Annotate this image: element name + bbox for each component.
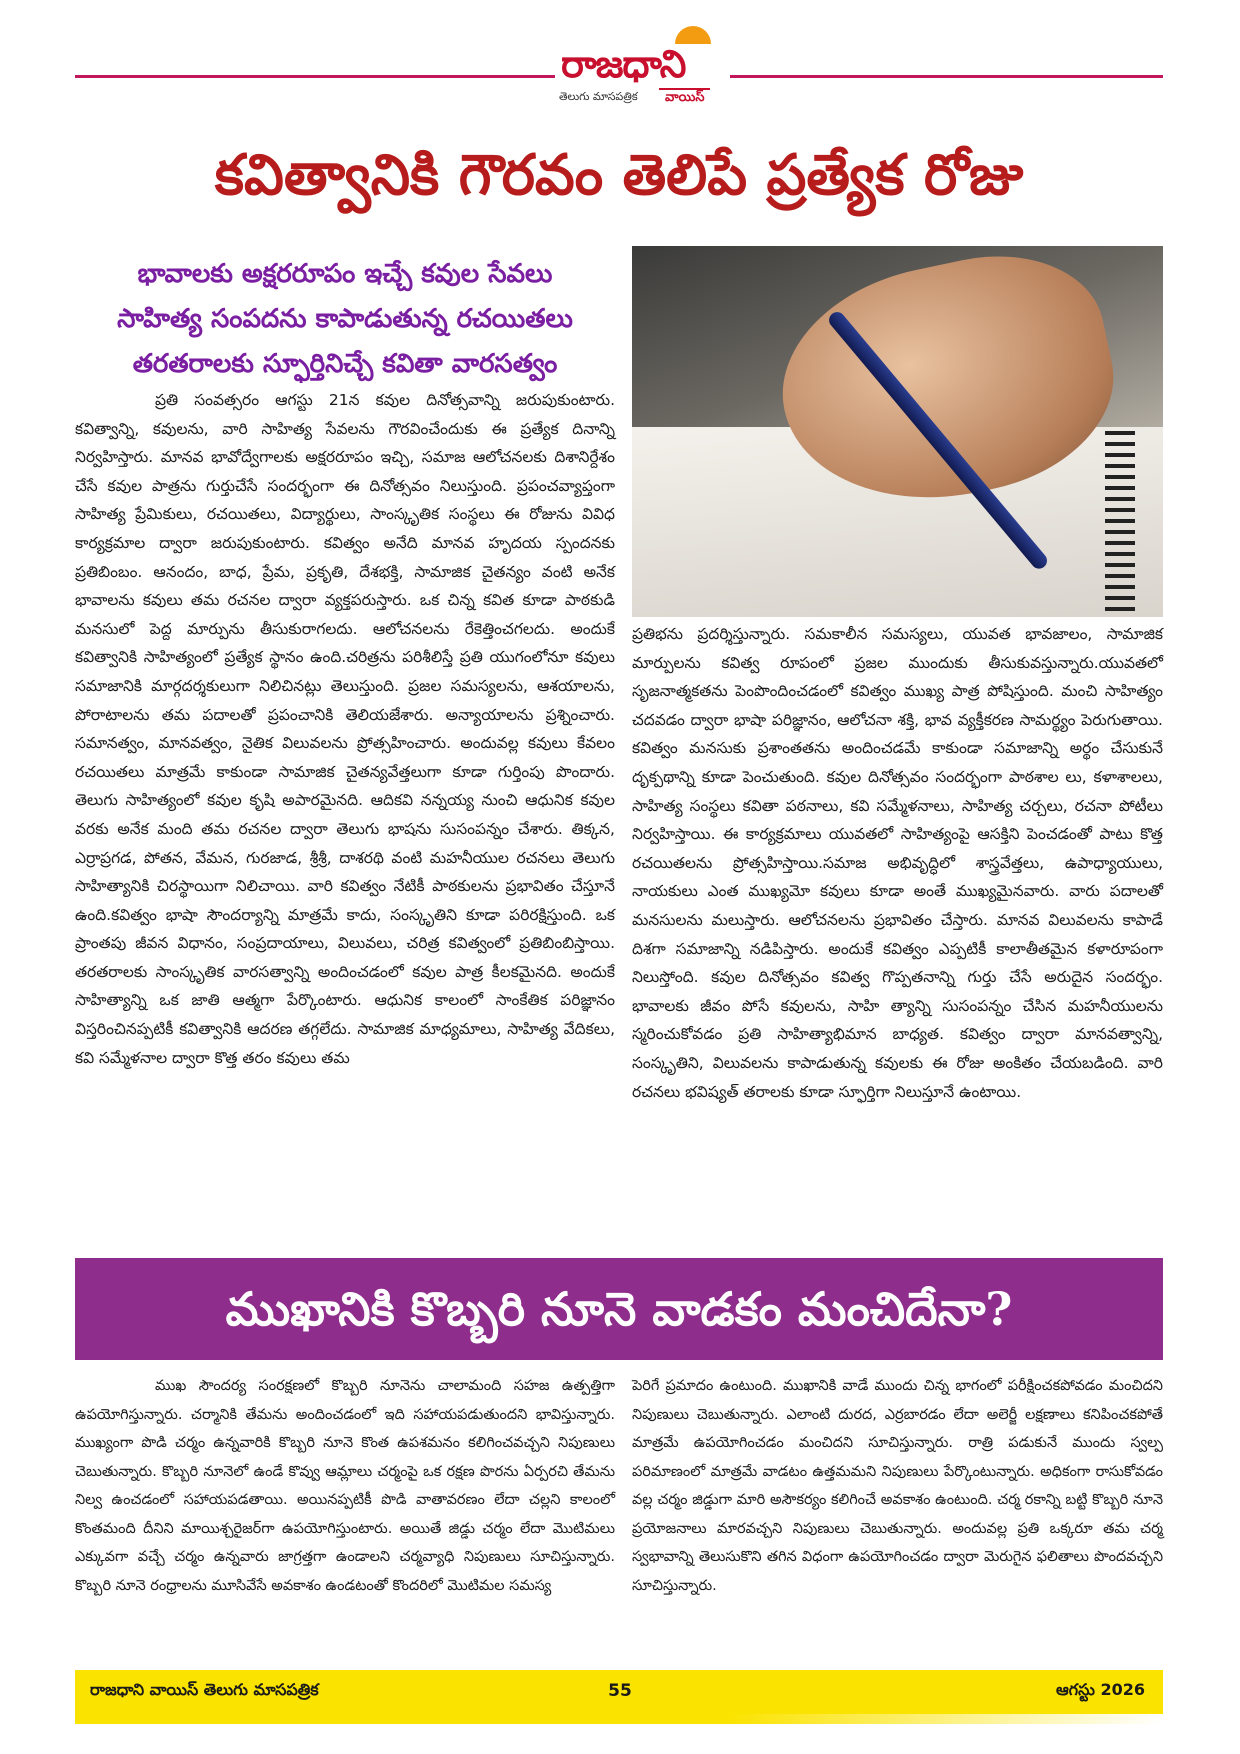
logo-tagline: తెలుగు మాసపత్రిక — [559, 90, 638, 103]
subhead-line: సాహిత్య సంపదను కాపాడుతున్న రచయితలు — [117, 304, 573, 334]
footer-stripe — [75, 1714, 1163, 1724]
article-body-left: ప్రతి సంవత్సరం ఆగస్టు 21న కవుల దినోత్సవాన్ని జరుపుకుంటారు. కవిత్వాన్ని, కవులను, వారి సాహిత్య సేవలను గౌరవించేందుకు ఈ ప్రత్యేక దినాన్ని నిర్వహిస్తారు. మానవ భావోద్వేగాలకు అక్షరరూపం ఇచ్చి, సమాజ ఆలోచనలకు దిశానిర్దేశం చేసే కవుల పాత్రను గుర్తుచేసే సందర్భంగా ఈ దినోత్సవం నిలుస్తుంది. ప్రపంచవ్యాప్తంగా సాహిత్య ప్రేమికులు, రచయితలు, విద్యార్థులు, సాంస్కృతిక సంస్థలు ఈ రోజును వివిధ కార్యక్రమాల ద్వారా జరుపుకుంటారు. కవిత్వం అనేది మానవ హృదయ స్పందనకు ప్రతిబింబం. ఆనందం, బాధ, ప్రేమ, ప్రకృతి, దేశభక్తి, సామాజిక చైతన్యం వంటి అనేక భావాలను కవులు తమ రచనల ద్వారా వ్యక్తపరుస్తారు. ఒక చిన్న కవిత కూడా పాఠకుడి మనసులో పెద్ద మార్పును తీసుకురాగలదు. ఆలోచనలను రేకెత్తించగలదు. అందుకే కవిత్వానికి సాహిత్యంలో ప్రత్యేక స్థానం ఉంది.చరిత్రను పరిశీలిస్తే ప్రతి యుగంలోనూ కవులు సమాజానికి మార్గదర్శకులుగా నిలిచినట్లు తెలుస్తుంది. ప్రజల సమస్యలను, ఆశయాలను, పోరాటాలను తమ పదాలతో ప్రపంచానికి తెలియజేశారు. అన్యాయాలను ప్రశ్నించారు. సమానత్వం, మానవత్వం, నైతిక విలువలను ప్రోత్సహించారు. అందువల్ల కవులు కేవలం రచయితలు మాత్రమే కాకుండా సామాజిక చైతన్యవేత్తలుగా కూడా గుర్తింపు పొందారు. తెలుగు సాహిత్యంలో కవుల కృషి అపారమైనది. ఆదికవి నన్నయ్య నుంచి ఆధునిక కవుల వరకు అనేక మంది తమ రచనల ద్వారా తెలుగు భాషను సుసంపన్నం చేశారు. తిక్కన, ఎర్రాప్రగడ, పోతన, వేమన, గురజాడ, శ్రీశ్రీ, దాశరథి వంటి మహనీయుల రచనలు తెలుగు సాహిత్యానికి చిరస్థాయిగా నిలిచాయి. వారి కవిత్వం నేటికీ పాఠకులను ప్రభావితం చేస్తూనే ఉంది.కవిత్వం భాషా సౌందర్యాన్ని మాత్రమే కాదు, సంస్కృతిని కూడా పరిరక్షిస్తుంది. ఒక ప్రాంతపు జీవన విధానం, సంప్రదాయాలు, విలువలు, చరిత్ర కవిత్వంలో ప్రతిబింబిస్తాయి. తరతరాలకు సాంస్కృతిక వారసత్వాన్ని అందించడంలో కవుల పాత్ర కీలకమైనది. అందుకే సాహిత్యాన్ని ఒక జాతి ఆత్మగా పేర్కొంటారు. ఆధునిక కాలంలో సాంకేతిక పరిజ్ఞానం విస్తరించినప్పటికీ కవిత్వానికి ఆదరణ తగ్గలేదు. సామాజిక మాధ్యమాలు, సాహిత్య వేదికలు, కవి సమ్మేళనాల ద్వారా కొత్త తరం కవులు తమ — [75, 391, 615, 1067]
subhead-line: భావాలకు అక్షరరూపం ఇచ్చే కవుల సేవలు — [137, 259, 553, 289]
subhead-line: తరతరాలకు స్ఫూర్తినిచ్చే కవితా వారసత్వం — [132, 349, 558, 379]
second-article-body-left: ముఖ సౌందర్య సంరక్షణలో కొబ్బరి నూనెను చాలామంది సహజ ఉత్పత్తిగా ఉపయోగిస్తున్నారు. చర్మానికి తేమను అందించడంలో ఇది సహాయపడుతుందని భావిస్తున్నారు. ముఖ్యంగా పొడి చర్మం ఉన్నవారికి కొబ్బరి నూనె కొంత ఉపశమనం కలిగించవచ్చని నిపుణులు చెబుతున్నారు. కొబ్బరి నూనెలో ఉండే కొవ్వు ఆమ్లాలు చర్మంపై ఒక రక్షణ పొరను ఏర్పరచి తేమను నిల్వ ఉంచడంలో సహాయపడతాయి. అయినప్పటికీ పొడి వాతావరణం లేదా చల్లని కాలంలో కొంతమంది దీనిని మాయిశ్చరైజర్‌గా ఉపయోగిస్తుంటారు. అయితే జిడ్డు చర్మం లేదా మొటిమలు ఎక్కువగా వచ్చే చర్మం ఉన్నవారు జాగ్రత్తగా ఉండాలని చర్మవ్యాధి నిపుణులు సూచిస్తున్నారు. కొబ్బరి నూనె రంధ్రాలను మూసివేసే అవకాశం ఉండటంతో కొందరిలో మొటిమల సమస్య — [75, 1378, 615, 1594]
page-number: 55 — [600, 1672, 640, 1710]
second-article-headline: ముఖానికి కొబ్బరి నూనె వాడకం మంచిదేనా? — [225, 1282, 1013, 1336]
second-article-body-right: పెరిగే ప్రమాదం ఉంటుంది. ముఖానికి వాడే ముందు చిన్న భాగంలో పరీక్షించకపోవడం మంచిదని నిపుణులు చెబుతున్నారు. ఎలాంటి దురద, ఎర్రబారడం లేదా అలెర్జీ లక్షణాలు కనిపించకపోతే మాత్రమే ఉపయోగించడం మంచిదని సూచిస్తున్నారు. రాత్రి పడుకునే ముందు స్వల్ప పరిమాణంలో మాత్రమే వాడటం ఉత్తమమని నిపుణులు పేర్కొంటున్నారు. అధికంగా రాసుకోవడం వల్ల చర్మం జిడ్డుగా మారి అసౌకర్యం కలిగించే అవకాశం ఉంటుంది. చర్మ రకాన్ని బట్టి కొబ్బరి నూనె ప్రయోజనాలు మారవచ్చని నిపుణులు చెబుతున్నారు. అందువల్ల ప్రతి ఒక్కరూ తమ చర్మ స్వభావాన్ని తెలుసుకొని తగిన విధంగా ఉపయోగించడం ద్వారా మెరుగైన ఫలితాలు పొందవచ్చని సూచిస్తున్నారు. — [632, 1378, 1163, 1594]
footer-date: ఆగస్టు 2026 — [1056, 1680, 1145, 1699]
masthead-logo — [555, 24, 730, 110]
logo-voice: వాయిస్ — [659, 88, 710, 108]
article-body-right: ప్రతిభను ప్రదర్శిస్తున్నారు. సమకాలీన సమస్యలు, యువత భావజాలం, సామాజిక మార్పులను కవిత్వ రూపంలో ప్రజల ముందుకు తీసుకువస్తున్నారు.యువతలో సృజనాత్మకతను పెంపొందించడంలో కవిత్వం ముఖ్య పాత్ర పోషిస్తుంది. మంచి సాహిత్యం చదవడం ద్వారా భాషా పరిజ్ఞానం, ఆలోచనా శక్తి, భావ వ్యక్తీకరణ సామర్థ్యం పెరుగుతాయి. కవిత్వం మనసుకు ప్రశాంతతను అందించడమే కాకుండా సమాజాన్ని అర్థం చేసుకునే దృక్పథాన్ని కూడా పెంచుతుంది. కవుల దినోత్సవం సందర్భంగా పాఠశాల లు, కళాశాలలు, సాహిత్య సంస్థలు కవితా పఠనాలు, కవి సమ్మేళనాలు, సాహిత్య చర్చలు, రచనా పోటీలు నిర్వహిస్తాయి. ఈ కార్యక్రమాలు యువతలో సాహిత్యంపై ఆసక్తిని పెంచడంతో పాటు కొత్త రచయితలను ప్రోత్సహిస్తాయి.సమాజ అభివృద్ధిలో శాస్త్రవేత్తలు, ఉపాధ్యాయులు, నాయకులు ఎంత ముఖ్యమో కవులు కూడా అంతే ముఖ్యమైనవారు. వారు పదాలతో మనసులను మలుస్తారు. ఆలోచనలను ప్రభావితం చేస్తారు. మానవ విలువలను కాపాడే దిశగా సమాజాన్ని నడిపిస్తారు. అందుకే కవిత్వం ఎప్పటికీ కాలాతీతమైన కళారూపంగా నిలుస్తోంది. కవుల దినోత్సవం కవిత్వ గొప్పతనాన్ని గుర్తు చేసే అరుదైన సందర్భం. భావాలకు జీవం పోసే కవులను, సాహి త్యాన్ని సుసంపన్నం చేసిన మహనీయులను స్మరించుకోవడం ప్రతి సాహిత్యాభిమాన బాధ్యత. కవిత్వం ద్వారా మానవత్వాన్ని, సంస్కృతిని, విలువలను కాపాడుతున్న కవులకు ఈ రోజు అంకితం చేయబడింది. వారి రచనలు భవిష్యత్ తరాలకు కూడా స్ఫూర్తిగా నిలుస్తూనే ఉంటాయి. — [632, 625, 1163, 1101]
article-headline: కవిత్వానికి గౌరవం తెలిపే ప్రత్యేక రోజు — [214, 142, 1024, 208]
article-subheads — [75, 252, 615, 387]
writing-hand-photo — [632, 246, 1163, 617]
footer-publication: రాజధాని వాయిస్ తెలుగు మాసపత్రిక — [90, 1680, 319, 1699]
notebook-rings — [1105, 431, 1135, 617]
logo-text: రాజధాని — [561, 42, 686, 86]
